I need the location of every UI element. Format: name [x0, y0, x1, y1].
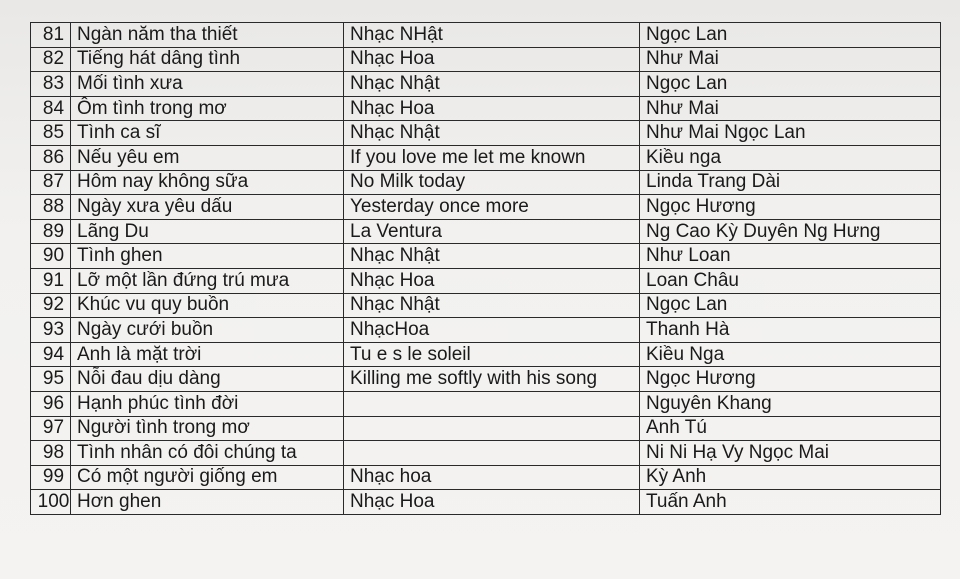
table-row: [31, 490, 941, 515]
row-number: 88: [31, 195, 71, 220]
song-title: Tiếng hát dâng tình: [71, 47, 344, 72]
row-number: 98: [31, 441, 71, 466]
song-singer: Ngọc Lan: [640, 72, 941, 97]
song-origin: Nhạc Hoa: [344, 268, 640, 293]
song-singer: Kiều nga: [640, 145, 941, 170]
row-number: 81: [31, 23, 71, 48]
song-singer: Thanh Hà: [640, 318, 941, 343]
table-row: [31, 219, 941, 244]
song-table: [30, 22, 941, 515]
song-singer: Anh Tú: [640, 416, 941, 441]
row-number: 93: [31, 318, 71, 343]
song-origin: Nhạc NHật: [344, 23, 640, 48]
song-origin: Nhạc Hoa: [344, 490, 640, 515]
song-table-body: [31, 23, 941, 515]
row-number: 84: [31, 96, 71, 121]
song-origin: Yesterday once more: [344, 195, 640, 220]
row-number: 92: [31, 293, 71, 318]
row-number: 99: [31, 465, 71, 490]
song-title: Nếu yêu em: [71, 145, 344, 170]
row-number: 86: [31, 145, 71, 170]
song-origin: Nhạc hoa: [344, 465, 640, 490]
song-singer: Kiều Nga: [640, 342, 941, 367]
song-singer: Loan Châu: [640, 268, 941, 293]
song-title: Hạnh phúc tình đời: [71, 391, 344, 416]
table-row: [31, 391, 941, 416]
table-row: [31, 170, 941, 195]
song-singer: Ni Ni Hạ Vy Ngọc Mai: [640, 441, 941, 466]
song-title: Có một người giống em: [71, 465, 344, 490]
row-number: 100: [31, 490, 71, 515]
table-row: [31, 145, 941, 170]
song-singer: Nguyên Khang: [640, 391, 941, 416]
song-origin: No Milk today: [344, 170, 640, 195]
table-row: [31, 293, 941, 318]
song-title: Hôm nay không sữa: [71, 170, 344, 195]
row-number: 90: [31, 244, 71, 269]
song-title: Ôm tình trong mơ: [71, 96, 344, 121]
row-number: 97: [31, 416, 71, 441]
song-singer: Linda Trang Dài: [640, 170, 941, 195]
row-number: 83: [31, 72, 71, 97]
table-row: [31, 47, 941, 72]
song-origin: La Ventura: [344, 219, 640, 244]
song-origin: [344, 441, 640, 466]
song-singer: Ngọc Hương: [640, 367, 941, 392]
song-origin: Nhạc Nhật: [344, 244, 640, 269]
table-row: [31, 72, 941, 97]
song-singer: Ngọc Lan: [640, 23, 941, 48]
song-origin: [344, 391, 640, 416]
song-origin: [344, 416, 640, 441]
song-title: Anh là mặt trời: [71, 342, 344, 367]
song-title: Người tình trong mơ: [71, 416, 344, 441]
song-singer: Như Mai Ngọc Lan: [640, 121, 941, 146]
table-row: [31, 244, 941, 269]
table-row: [31, 441, 941, 466]
table-row: [31, 23, 941, 48]
song-title: Tình nhân có đôi chúng ta: [71, 441, 344, 466]
song-title: Tình ca sĩ: [71, 121, 344, 146]
table-row: [31, 318, 941, 343]
song-title: Ngày xưa yêu dấu: [71, 195, 344, 220]
song-singer: Như Mai: [640, 96, 941, 121]
song-origin: Killing me softly with his song: [344, 367, 640, 392]
table-row: [31, 367, 941, 392]
song-origin: If you love me let me known: [344, 145, 640, 170]
table-row: [31, 121, 941, 146]
song-origin: Nhạc Hoa: [344, 96, 640, 121]
song-singer: Như Mai: [640, 47, 941, 72]
song-singer: Ngọc Lan: [640, 293, 941, 318]
row-number: 89: [31, 219, 71, 244]
song-title: Mối tình xưa: [71, 72, 344, 97]
table-row: [31, 268, 941, 293]
song-singer: Như Loan: [640, 244, 941, 269]
row-number: 82: [31, 47, 71, 72]
table-row: [31, 342, 941, 367]
song-singer: Ng Cao Kỳ Duyên Ng Hưng: [640, 219, 941, 244]
song-title: Ngày cưới buồn: [71, 318, 344, 343]
song-title: Tình ghen: [71, 244, 344, 269]
row-number: 85: [31, 121, 71, 146]
song-origin: Nhạc Nhật: [344, 121, 640, 146]
song-singer: Tuấn Anh: [640, 490, 941, 515]
row-number: 96: [31, 391, 71, 416]
table-row: [31, 416, 941, 441]
song-origin: Nhạc Nhật: [344, 72, 640, 97]
row-number: 91: [31, 268, 71, 293]
song-title: Khúc vu quy buồn: [71, 293, 344, 318]
table-row: [31, 195, 941, 220]
row-number: 94: [31, 342, 71, 367]
song-title: Lỡ một lần đứng trú mưa: [71, 268, 344, 293]
song-title: Hơn ghen: [71, 490, 344, 515]
song-origin: Nhạc Nhật: [344, 293, 640, 318]
table-row: [31, 465, 941, 490]
row-number: 87: [31, 170, 71, 195]
row-number: 95: [31, 367, 71, 392]
song-origin: Nhạc Hoa: [344, 47, 640, 72]
song-title: Nỗi đau dịu dàng: [71, 367, 344, 392]
song-origin: NhạcHoa: [344, 318, 640, 343]
song-singer: Ngọc Hương: [640, 195, 941, 220]
table-row: [31, 96, 941, 121]
song-origin: Tu e s le soleil: [344, 342, 640, 367]
song-title: Lãng Du: [71, 219, 344, 244]
song-title: Ngàn năm tha thiết: [71, 23, 344, 48]
song-singer: Kỳ Anh: [640, 465, 941, 490]
